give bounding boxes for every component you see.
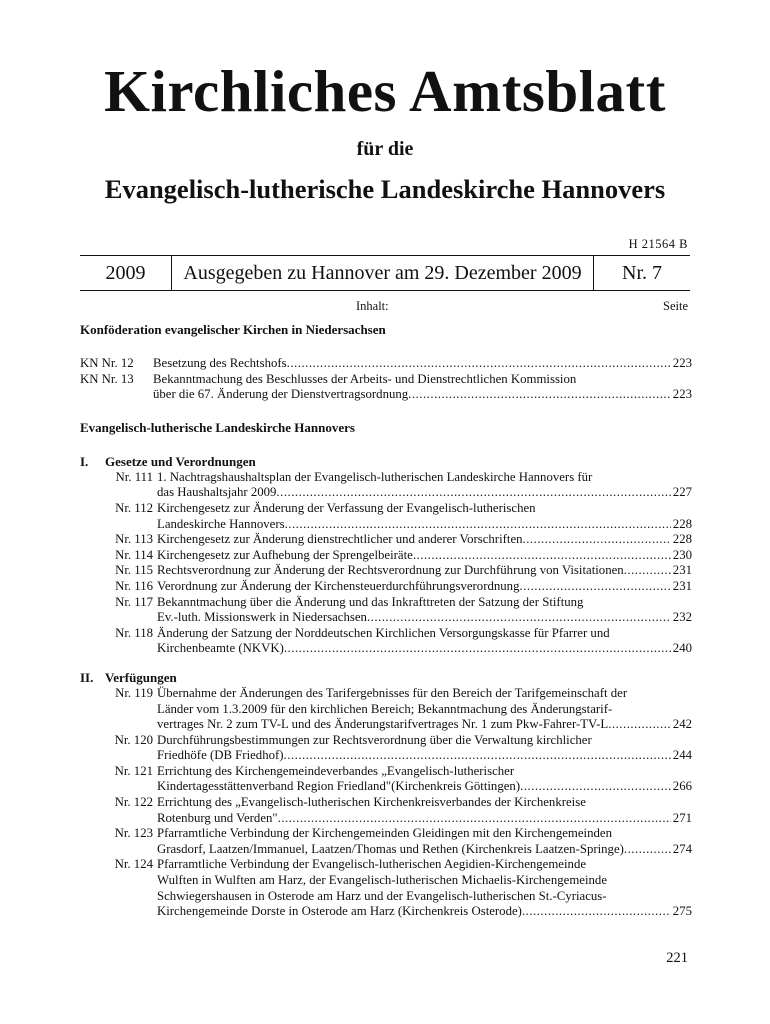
entry-number: Nr. 123 <box>114 826 153 841</box>
entry-last-line <box>157 811 692 827</box>
entry-body <box>153 579 692 595</box>
entry-body <box>153 595 692 626</box>
entry-number: Nr. 118 <box>115 625 153 640</box>
entry-text-line: über die 67. Änderung der Dienstvertragsordnung <box>153 387 409 402</box>
dot-leader <box>624 563 671 579</box>
entry-number: Nr. 111 <box>115 469 153 484</box>
entry-number: Nr. 124 <box>114 857 153 872</box>
toc-entry <box>80 686 692 733</box>
entry-body <box>153 356 692 372</box>
entry-number: Nr. 116 <box>115 578 153 593</box>
dot-leader <box>287 356 671 372</box>
toc-entry <box>80 501 692 532</box>
entry-number: Nr. 114 <box>115 547 153 562</box>
dot-leader <box>284 641 671 657</box>
toc-entry <box>80 372 692 403</box>
issue-number: Nr. 7 <box>622 261 662 284</box>
toc-entry <box>80 764 692 795</box>
entry-text-line: Übernahme der Änderungen des Tarifergebnisses für den Bereich der Tarifgemeinschaft der <box>157 685 628 700</box>
entry-page: 275 <box>672 904 692 919</box>
entry-text-line: Rotenburg und Verden" <box>157 810 278 825</box>
issue-date-line: Ausgegeben zu Hannover am 29. Dezember 2009 <box>171 256 594 290</box>
table-of-contents <box>80 322 692 920</box>
entry-last-line <box>157 779 692 795</box>
dot-leader <box>522 904 671 920</box>
entry-text-line: Besetzung des Rechtshofs <box>153 356 287 370</box>
entry-text-line: vertrages Nr. 2 zum TV-L und des Änderungstarifvertrages Nr. 1 zum Pkw-Fahrer-TV-L <box>157 717 609 732</box>
dot-leader <box>276 485 670 501</box>
toc-list-gesetze <box>80 470 692 657</box>
entry-text-line: Kirchengesetz zur Änderung dienstrechtlicher und anderer Vorschriften <box>157 532 523 547</box>
entry-number: Nr. 120 <box>114 732 153 747</box>
entry-page: 223 <box>672 356 692 370</box>
entry-last-line <box>157 717 692 733</box>
entry-text-line: Durchführungsbestimmungen zur Rechtsverordnung über die Verwaltung kirchlicher <box>157 732 592 747</box>
entry-text-line: das Haushaltsjahr 2009 <box>157 485 277 500</box>
dot-leader <box>413 548 671 564</box>
entry-text-line: Länder vom 1.3.2009 für den kirchlichen Bereich; Bekanntmachung des Änderungstarif- <box>157 701 613 716</box>
entry-text-line: Grasdorf, Laatzen/Immanuel, Laatzen/Thomas und Rethen (Kirchenkreis Laatzen-Springe) <box>157 841 624 856</box>
entry-text-line: Kirchengemeinde Dorste in Osterode am Harz (Kirchenkreis Osterode) <box>157 904 522 919</box>
entry-number: Nr. 117 <box>115 594 153 609</box>
part-number: I. <box>80 453 89 469</box>
toc-entry <box>80 532 692 548</box>
entry-number: Nr. 115 <box>115 563 153 578</box>
entry-last-line <box>157 532 692 548</box>
entry-text-line: Bekanntmachung des Beschlusses der Arbeits- und Dienstrechtlichen Kommission <box>153 371 577 386</box>
dot-leader <box>367 610 671 626</box>
entry-text-line: Kirchengesetz zur Änderung der Verfassung der Evangelisch-lutherischen <box>157 500 536 515</box>
entry-body <box>153 764 692 795</box>
entry-body <box>153 501 692 532</box>
entry-page: 230 <box>672 547 692 562</box>
entry-last-line <box>153 387 692 403</box>
entry-page: 228 <box>672 516 692 531</box>
toc-entry <box>80 795 692 826</box>
entry-page: 227 <box>672 485 692 500</box>
toc-list-verfuegungen <box>80 686 692 920</box>
toc-entry <box>80 563 692 579</box>
entry-last-line <box>157 485 692 501</box>
entry-page: 232 <box>672 610 692 625</box>
entry-last-line <box>157 548 692 564</box>
page-column-label: Seite <box>663 299 688 313</box>
toc-entry <box>80 548 692 564</box>
part-title: Verfügungen <box>105 669 177 685</box>
publication-code: H 21564 B <box>628 237 688 251</box>
dot-leader <box>408 387 671 403</box>
part-heading-gesetze <box>80 454 692 470</box>
page-number: 221 <box>666 950 688 966</box>
entry-page: 242 <box>672 717 692 732</box>
entry-number: Nr. 121 <box>114 763 153 778</box>
dot-leader <box>519 579 670 595</box>
entry-body <box>153 857 692 919</box>
dot-leader <box>284 748 671 764</box>
entry-number: Nr. 122 <box>114 795 153 810</box>
toc-entry <box>80 579 692 595</box>
entry-text-line: Errichtung des Kirchengemeindeverbandes „Evangelisch-lutherischer <box>157 763 515 778</box>
section-heading-konfoederation: Konföderation evangelischer Kirchen in Niedersachsen <box>80 322 386 337</box>
entry-text-line: Wulften in Wulften am Harz, der Evangelisch-lutherischen Michaelis-Kirchengemeinde <box>157 873 608 888</box>
entry-text-line: Friedhöfe (DB Friedhof) <box>157 748 284 763</box>
entry-text-line: Kindertagesstättenverband Region Friedland"(Kirchenkreis Göttingen) <box>157 779 521 794</box>
entry-last-line <box>157 517 692 533</box>
issue-year: 2009 <box>105 261 146 284</box>
entry-body <box>153 795 692 826</box>
contents-label: Inhalt: <box>356 299 389 313</box>
toc-entry <box>80 470 692 501</box>
entry-text-line: Rechtsverordnung zur Änderung der Rechtsverordnung zur Durchführung von Visitationen <box>157 563 624 578</box>
entry-page: 231 <box>672 563 692 578</box>
entry-body <box>153 548 692 564</box>
entry-text-line: Kirchengesetz zur Aufhebung der Sprengelbeiräte <box>157 547 413 562</box>
dot-leader <box>520 779 671 795</box>
section-heading-landeskirche: Evangelisch-lutherische Landeskirche Hannovers <box>80 419 355 435</box>
entry-body <box>153 826 692 857</box>
entry-last-line <box>157 563 692 579</box>
entry-page: 266 <box>672 779 692 794</box>
entry-page: 271 <box>672 810 692 825</box>
entry-last-line <box>157 904 692 920</box>
part-number: II. <box>80 669 94 685</box>
part-title: Gesetze und Verordnungen <box>105 453 256 469</box>
toc-entry <box>80 826 692 857</box>
entry-number: Nr. 119 <box>115 685 153 700</box>
entry-last-line <box>157 579 692 595</box>
entry-body <box>153 372 692 403</box>
journal-for-line: für die <box>356 138 414 160</box>
toc-entry <box>80 626 692 657</box>
dot-leader <box>624 842 671 858</box>
entry-text-line: Verordnung zur Änderung der Kirchensteuerdurchführungsverordnung <box>157 578 520 593</box>
toc-entry <box>80 356 692 372</box>
entry-text-line: Errichtung des „Evangelisch-lutherischen Kirchenkreisverbandes der Kirchenkreise <box>157 795 586 810</box>
toc-entry <box>80 595 692 626</box>
entry-last-line <box>157 748 692 764</box>
entry-last-line <box>157 641 692 657</box>
entry-last-line <box>157 610 692 626</box>
entry-text-line: Änderung der Satzung der Norddeutschen Kirchlichen Versorgungskasse für Pfarrer und <box>157 625 610 640</box>
entry-text-line: Pfarramtliche Verbindung der Evangelisch-lutherischen Aegidien-Kirchengemeinde <box>157 857 587 872</box>
toc-entry <box>80 733 692 764</box>
entry-body <box>153 470 692 501</box>
entry-number: KN Nr. 13 <box>80 371 134 386</box>
entry-body <box>153 733 692 764</box>
toc-list-konfoederation <box>80 356 692 403</box>
journal-subtitle: Evangelisch-lutherische Landeskirche Hannovers <box>104 174 666 204</box>
entry-number: Nr. 112 <box>115 500 153 515</box>
entry-text-line: Landeskirche Hannovers <box>157 516 285 531</box>
issue-box <box>80 255 690 291</box>
entry-body <box>153 532 692 548</box>
entry-page: 240 <box>672 641 692 656</box>
entry-text-line: Kirchenbeamte (NKVK) <box>157 641 284 656</box>
entry-page: 274 <box>672 841 692 856</box>
entry-text-line: Pfarramtliche Verbindung der Kirchengemeinden Gleidingen mit den Kirchengemeinden <box>157 826 612 841</box>
entry-body <box>153 563 692 579</box>
dot-leader <box>285 517 671 533</box>
entry-last-line <box>153 356 692 372</box>
entry-number: Nr. 113 <box>115 532 153 547</box>
entry-text-line: Ev.-luth. Missionswerk in Niedersachsen <box>157 610 367 625</box>
entry-body <box>153 686 692 733</box>
journal-title: Kirchliches Amtsblatt <box>104 58 666 124</box>
part-heading-verfuegungen <box>80 670 692 686</box>
entry-number: KN Nr. 12 <box>80 356 134 370</box>
entry-last-line <box>157 842 692 858</box>
entry-text-line: 1. Nachtragshaushaltsplan der Evangelisch-lutherischen Landeskirche Hannovers für <box>157 469 593 484</box>
dot-leader <box>608 717 671 733</box>
dot-leader <box>278 811 671 827</box>
dot-leader <box>523 532 671 548</box>
entry-page: 223 <box>672 387 692 402</box>
entry-page: 231 <box>672 578 692 593</box>
entry-text-line: Bekanntmachung über die Änderung und das Inkrafttreten der Satzung der Stiftung <box>157 594 584 609</box>
entry-page: 244 <box>672 748 692 763</box>
entry-page: 228 <box>672 532 692 547</box>
toc-entry <box>80 857 692 919</box>
entry-text-line: Schwiegershausen in Osterode am Harz und der Evangelisch-lutherischen St.-Cyriacus- <box>157 888 607 903</box>
entry-body <box>153 626 692 657</box>
